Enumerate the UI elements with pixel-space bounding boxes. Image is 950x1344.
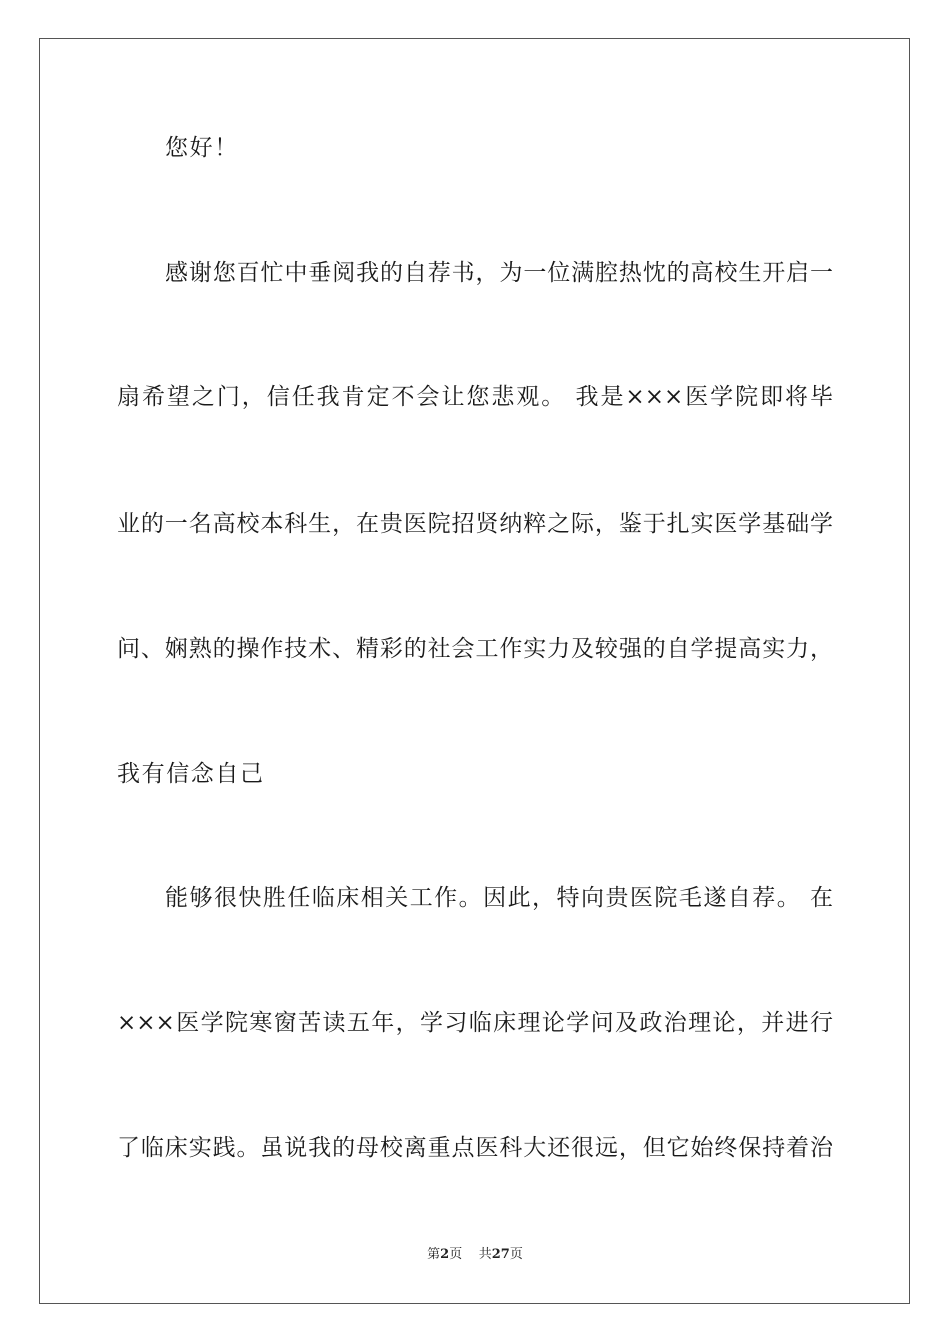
paragraph-line: ×××医学院寒窗苦读五年，学习临床理论学问及政治理论，并进行 bbox=[117, 1010, 833, 1036]
paragraph-line: 业的一名高校本科生，在贵医院招贤纳粹之际，鉴于扎实医学基础学 bbox=[117, 511, 833, 537]
page-footer bbox=[0, 1246, 950, 1264]
paragraph-line: 感谢您百忙中垂阅我的自荐书，为一位满腔热忱的高校生开启一 bbox=[165, 260, 833, 286]
greeting-line: 您好！ bbox=[165, 135, 239, 161]
page-prefix: 第 bbox=[427, 1247, 441, 1262]
paragraph-line: 我有信念自己 bbox=[117, 761, 265, 787]
paragraph-line: 问、娴熟的操作技术、精彩的社会工作实力及较强的自学提高实力， bbox=[117, 636, 833, 662]
page-border bbox=[39, 38, 910, 1304]
paragraph-line: 能够很快胜任临床相关工作。因此，特向贵医院毛遂自荐。 在 bbox=[165, 885, 833, 911]
total-prefix: 共 bbox=[478, 1247, 492, 1262]
total-suffix: 页 bbox=[509, 1247, 523, 1262]
total-pages: 27 bbox=[491, 1247, 510, 1262]
paragraph-line: 扇希望之门，信任我肯定不会让您悲观。 我是×××医学院即将毕 bbox=[117, 384, 833, 410]
page-number: 2 bbox=[440, 1247, 450, 1262]
page-suffix: 页 bbox=[449, 1247, 463, 1262]
paragraph-line: 了临床实践。虽说我的母校离重点医科大还很远，但它始终保持着治 bbox=[117, 1135, 833, 1161]
